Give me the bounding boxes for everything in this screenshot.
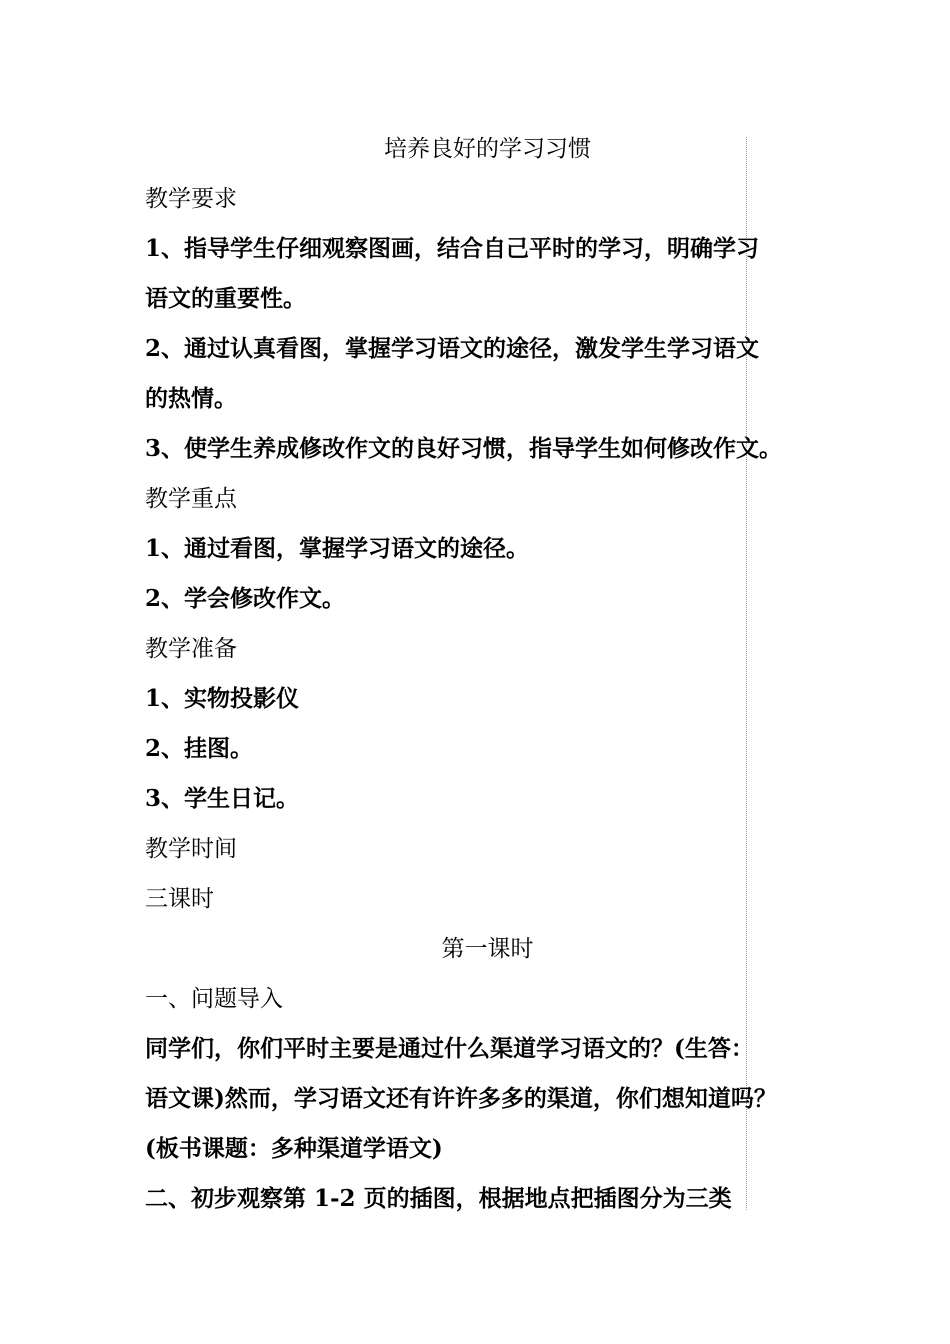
paragraph-line: 3、使学生养成修改作文的良好习惯，指导学生如何修改作文。 <box>145 435 783 462</box>
paragraph-line: 语文的重要性。 <box>145 285 306 312</box>
paragraph-line: 语文课)然而，学习语文还有许许多多的渠道，你们想知道吗？ <box>145 1085 777 1112</box>
paragraph-line: 1、通过看图，掌握学习语文的途径。 <box>145 535 530 562</box>
section-heading: 教学要求 <box>145 186 237 212</box>
paragraph-line: 1、指导学生仔细观察图画，结合自己平时的学习，明确学习 <box>145 235 760 262</box>
section-heading: 三课时 <box>145 886 214 912</box>
paragraph-line: 的热情。 <box>145 385 237 412</box>
paragraph-line: 2、通过认真看图，掌握学习语文的途径，激发学生学习语文 <box>145 335 760 362</box>
section-heading: 教学重点 <box>145 486 237 512</box>
document-content <box>145 124 825 1224</box>
paragraph-line: 同学们，你们平时主要是通过什么渠道学习语文的？(生答： <box>145 1035 754 1062</box>
document-title: 培养良好的学习习惯 <box>384 136 591 162</box>
section-heading: 教学准备 <box>145 636 237 662</box>
lesson-heading: 第一课时 <box>441 936 534 962</box>
paragraph-line: 1、实物投影仪 <box>145 685 300 712</box>
section-heading: 一、问题导入 <box>145 986 283 1012</box>
paragraph-line: 3、学生日记。 <box>145 785 300 812</box>
paragraph-line: 二、初步观察第 1-2 页的插图，根据地点把插图分为三类 <box>145 1185 732 1212</box>
document-body <box>145 174 825 1224</box>
paragraph-line: (板书课题：多种渠道学语文) <box>145 1135 443 1162</box>
paragraph-line: 2、挂图。 <box>145 735 254 762</box>
section-heading: 教学时间 <box>145 836 237 862</box>
paragraph-line: 2、学会修改作文。 <box>145 585 346 612</box>
